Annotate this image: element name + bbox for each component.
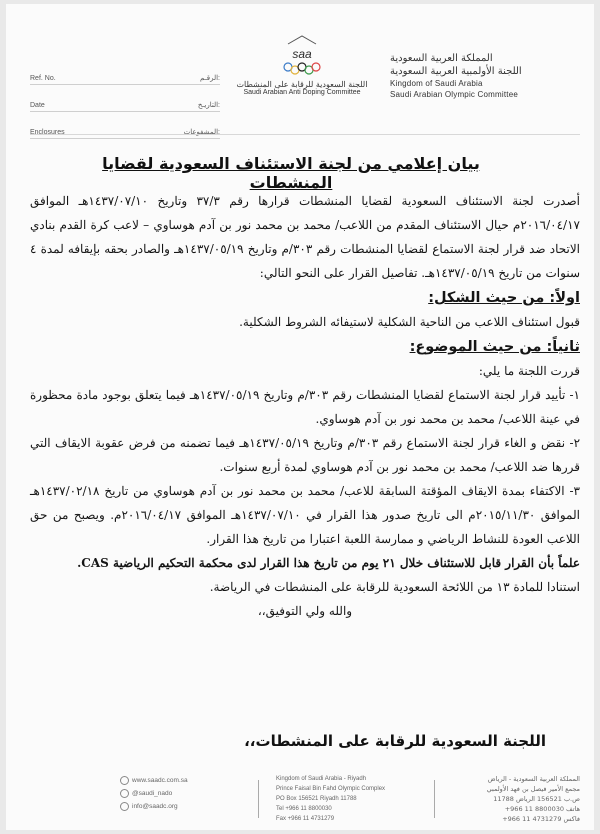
- ref-no-label-ar: الرقـم:: [200, 75, 220, 82]
- globe-icon: [120, 776, 129, 785]
- statement-body: [30, 189, 580, 623]
- enclosures-label-en: Enclosures: [30, 129, 65, 136]
- email-line: [120, 800, 230, 813]
- section1-text: قبول استئناف اللاعب من الناحية الشكلية لاستيفائه الشروط الشكلية.: [239, 315, 580, 329]
- address-ar-line: ص.ب 156521 الرياض 11788: [493, 795, 580, 803]
- letter-page: [6, 4, 594, 830]
- email-link[interactable]: info@saadc.org: [132, 803, 178, 810]
- footer-address-ar: [430, 774, 580, 824]
- date-label-ar: التاريـخ:: [197, 102, 220, 109]
- anti-doping-logo: [232, 34, 372, 96]
- appeal-note: علماً بأن القرار قابل للاستئناف خلال ٢١ يوم من تاريخ هذا القرار لدى محكمة التحكيم الرياضية CAS.: [77, 556, 580, 570]
- footer-contacts: [120, 774, 230, 813]
- intro-paragraph: أصدرت لجنة الاستئناف السعودية لقضايا المنشطات قرارها رقم ٣٧/٣ وتاريخ ١٤٣٧/٠٧/١٠هـ الموافق ٢٠١٦/٠٤/١٧م حيال الاستئناف المقدم من اللاعب/ محمد بن محمد نور بن آدم هوساوي – لاعب كرة القدم بنادي الاتحاد ضد قرار لجنة الاستماع لقضايا المنشطات رقم ٣٠٣/م وتاريخ ١٤٣٧/٠٥/١٩هـ والصادر بحقه بإيقافه لمدة ٤ سنوات من تاريخ ١٤٣٧/٠٥/١٩هـ. تفاصيل القرار على النحو التالي:: [30, 194, 580, 280]
- twitter-handle[interactable]: @saudi_nado: [132, 790, 173, 797]
- olympic-committee-ar: اللجنة الأولمبية العربية السعودية: [390, 66, 522, 77]
- reference-block: [30, 58, 220, 139]
- address-en-line: PO Box 156521 Riyadh 11788: [276, 796, 357, 802]
- address-en-line: Tel +966 11 8800030: [276, 806, 332, 812]
- address-en-line: Fax +966 11 4731279: [276, 816, 335, 822]
- signature: اللجنة السعودية للرقابة على المنشطات،،: [244, 732, 546, 750]
- address-ar-line: مجمع الأمير فيصل بن فهد الأولمبي: [486, 785, 580, 793]
- address-en-line: Kingdom of Saudi Arabia - Riyadh: [276, 776, 367, 782]
- handle-line: [120, 787, 230, 800]
- legal-reference: استنادا للمادة ١٣ من اللائحة السعودية للرقابة على المنشطات في الرياضة.: [209, 580, 580, 594]
- committee-name-en: Saudi Arabian Anti Doping Committee: [243, 89, 361, 96]
- website-link[interactable]: www.saadc.com.sa: [132, 777, 188, 784]
- kingdom-name-en: Kingdom of Saudi Arabia: [390, 79, 483, 88]
- footer-address-en: [276, 774, 426, 824]
- date-label-en: Date: [30, 102, 45, 109]
- footer-divider-left: [258, 780, 259, 818]
- olympic-committee-en: Saudi Arabian Olympic Committee: [390, 90, 519, 99]
- decision-item-1: ١- تأييد قرار لجنة الاستماع لقضايا المنشطات رقم ٣٠٣/م وتاريخ ١٤٣٧/٠٥/١٩هـ فيما يتعلق بوجود مادة محظورة في عينة اللاعب/ محمد بن محمد نور بن آدم هوساوي.: [30, 388, 580, 426]
- section2-intro: قررت اللجنة ما يلي:: [478, 364, 580, 378]
- kingdom-name-ar: المملكة العربية السعودية: [390, 53, 493, 64]
- twitter-icon: [120, 789, 129, 798]
- header-divider: [30, 134, 580, 135]
- statement-title: بيان إعلامي من لجنة الاستئناف السعودية لقضايا المنشطات: [102, 154, 480, 192]
- committee-name-ar: اللجنة السعودية للرقابة على المنشطات: [236, 80, 368, 89]
- enclosures-label-ar: المشفوعات:: [183, 129, 220, 136]
- closing-line: والله ولي التوفيق،،: [257, 604, 353, 618]
- address-en-line: Prince Faisal Bin Fahd Olympic Complex: [276, 786, 386, 792]
- ref-no-label-en: Ref. No.: [30, 75, 56, 82]
- address-ar-line: هاتف 8800030 11 966+: [504, 805, 580, 813]
- logo-wordmark: saa: [292, 47, 312, 61]
- section2-title: ثانياً: من حيث الموضوع:: [409, 339, 580, 355]
- decision-item-2: ٢- نقض و الغاء قرار لجنة الاستماع رقم ٣٠٣/م وتاريخ ١٤٣٧/٠٥/١٩هـ فيما تضمنه من فرض عقوبة الايقاف التي قررها ضد اللاعب/ محمد بن محمد نور بن آدم هوساوي لمدة أربع سنوات.: [30, 436, 581, 474]
- ref-no-row: [30, 58, 220, 85]
- kingdom-header: [390, 52, 580, 100]
- decision-item-3: ٣- الاكتفاء بمدة الايقاف المؤقتة السابقة للاعب/ محمد بن محمد نور بن آدم هوساوي من تاريخ ١٤٣٧/٠٢/١٨هـ الموافق ٢٠١٥/١١/٣٠م الى تاريخ صدور هذا القرار في ١٤٣٧/٠٧/١٠هـ الموافق ٢٠١٦/٠٤/١٧م. ويصبح من حق اللاعب العودة للنشاط الرياضي و ممارسة اللعبة اعتبارا من تاريخ هذا القرار.: [30, 484, 580, 546]
- date-row: [30, 85, 220, 112]
- address-ar-line: فاكس 4731279 11 966+: [502, 815, 580, 823]
- address-ar-line: المملكة العربية السعودية - الرياض: [487, 775, 580, 783]
- website-line: [120, 774, 230, 787]
- email-icon: [120, 802, 129, 811]
- letterhead-footer: [30, 774, 580, 828]
- olympic-rings-icon: [274, 34, 330, 78]
- section1-title: اولاً: من حيث الشكل:: [428, 290, 580, 306]
